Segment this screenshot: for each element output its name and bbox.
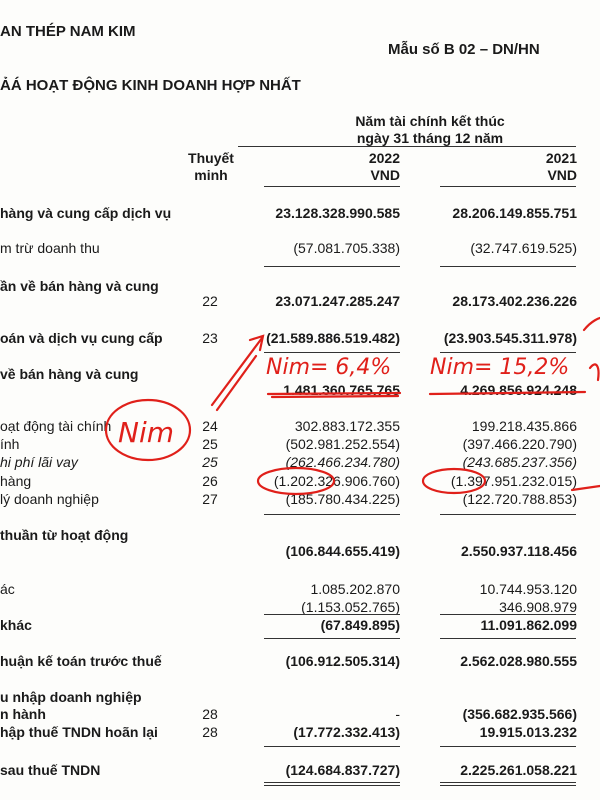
subtotal-rule-2021	[440, 266, 576, 267]
unit-2022-header: VND	[370, 167, 400, 183]
row-value-2021: (32.747.619.525)	[470, 240, 577, 256]
row-label: ính	[0, 436, 20, 452]
nim-circle-shape	[106, 400, 190, 460]
row-note: 24	[202, 418, 218, 434]
row-value-2022: (106.912.505.314)	[285, 653, 400, 669]
nim-circle-label: Nim	[118, 416, 174, 449]
total-rule-2022	[264, 782, 400, 783]
company-name: AN THÉP NAM KIM	[0, 23, 136, 40]
form-number: Mẫu số B 02 – DN/HN	[388, 41, 540, 58]
row-label: oạt động tài chính	[0, 418, 112, 434]
row-value-2021: (397.466.220.790)	[462, 436, 577, 452]
row-value-2022: (262.466.234.780)	[285, 454, 400, 470]
row-value-2022: (185.780.434.225)	[285, 491, 400, 507]
total-rule-2021	[440, 782, 576, 783]
row-label: hàng	[0, 473, 32, 489]
row-value-2022: 1.085.202.870	[310, 581, 400, 597]
total-rule-2022-double	[264, 785, 400, 786]
row-value-2022: 23.071.247.285.247	[275, 293, 400, 309]
header-rule-2021	[440, 186, 576, 187]
row-value-2021: 4.269.856.924.248	[460, 382, 577, 398]
row-value-2021: 28.173.402.236.226	[452, 293, 577, 309]
subtotal-rule-2022	[264, 352, 400, 353]
row-value-2022: 23.128.328.990.585	[275, 205, 400, 221]
row-label: hàng và cung cấp dịch vụ	[0, 205, 172, 221]
row-value-2022: 1.481.360.765.765	[283, 382, 400, 398]
row-note: 26	[202, 473, 218, 489]
row-value-2022: (106.844.655.419)	[285, 543, 400, 559]
subtotal-rule-2022	[264, 614, 400, 615]
report-title: ẢÁ HOẠT ĐỘNG KINH DOANH HỢP NHẤT	[0, 77, 301, 94]
right-edge-scribble-1	[584, 318, 600, 330]
total-rule-2021-double	[440, 785, 576, 786]
subtotal-rule-2021	[440, 514, 576, 515]
row-value-2021: (23.903.545.311.978)	[443, 330, 577, 346]
row-note: 25	[202, 436, 218, 452]
row-value-2021: 2.550.937.118.456	[460, 543, 577, 559]
row-label: n hành	[0, 706, 46, 722]
row-value-2021: 19.915.013.232	[479, 724, 577, 740]
row-value-2022: (502.981.252.554)	[285, 436, 400, 452]
row-note: 28	[202, 724, 218, 740]
row-label: khác	[0, 617, 32, 633]
row-value-2022: 302.883.172.355	[294, 418, 400, 434]
period-header-rule	[238, 146, 576, 147]
year-2022-header: 2022	[368, 150, 400, 166]
row-value-2021: 346.908.979	[499, 599, 577, 615]
note-header-line2: minh	[194, 167, 228, 183]
row-label: huận kế toán trước thuế	[0, 653, 162, 669]
row-note: 23	[202, 330, 218, 346]
row-value-2021: (1.397.951.232.015)	[450, 473, 577, 489]
row-value-2021: (356.682.935.566)	[462, 706, 577, 722]
unit-2021-header: VND	[547, 167, 577, 183]
period-header-line2: ngày 31 tháng 12 năm	[356, 130, 504, 146]
row-value-2022: (67.849.895)	[320, 617, 400, 633]
row-value-2021: (122.720.788.853)	[462, 491, 577, 507]
subtotal-rule-2022	[264, 746, 400, 747]
row-note: 22	[202, 293, 218, 309]
arrow-line	[212, 338, 262, 405]
row-note: 27	[202, 491, 218, 507]
arrow-line-2	[217, 356, 256, 410]
row-value-2021: 11.091.862.099	[480, 617, 577, 633]
row-value-2022: (1.153.052.765)	[301, 599, 400, 615]
row-label: m trừ doanh thu	[0, 240, 100, 256]
row-value-2021: (243.685.237.356)	[462, 454, 577, 470]
row-label: về bán hàng và cung	[0, 366, 139, 382]
subtotal-rule-2022	[264, 638, 400, 639]
subtotal-rule-2022	[264, 266, 400, 267]
row-value-2022: (57.081.705.338)	[293, 240, 400, 256]
period-header-line1: Năm tài chính kết thúc	[355, 113, 505, 129]
row-value-2022: -	[395, 706, 400, 722]
subtotal-rule-2021	[440, 746, 576, 747]
row-value-2022: (1.202.326.906.760)	[273, 473, 400, 489]
row-value-2021: 10.744.953.120	[479, 581, 577, 597]
row-note: 25	[202, 454, 218, 470]
row-note: 28	[202, 706, 218, 722]
year-2021-header: 2021	[545, 150, 577, 166]
header-rule-2022	[264, 186, 400, 187]
row-label: hập thuế TNDN hoãn lại	[0, 724, 158, 740]
nim-2021-note: Nim= 15,2%	[430, 355, 570, 380]
subtotal-rule-2021	[440, 614, 576, 615]
nim-2022-note: Nim= 6,4%	[266, 355, 392, 380]
row-label: u nhập doanh nghiệp	[0, 689, 142, 705]
row-label: thuần từ hoạt động	[0, 527, 129, 543]
row-label: hi phí lãi vay	[0, 454, 78, 470]
row-value-2021: 2.225.261.058.221	[460, 762, 577, 778]
subtotal-rule-2022	[264, 514, 400, 515]
right-edge-scribble-2	[590, 364, 599, 380]
note-header-line1: Thuyết	[188, 150, 234, 166]
row-value-2021: 28.206.149.855.751	[452, 205, 577, 221]
row-label: lý doanh nghiệp	[0, 491, 99, 507]
row-label: ác	[0, 581, 15, 597]
row-value-2022: (124.684.837.727)	[285, 762, 400, 778]
row-label: sau thuế TNDN	[0, 762, 101, 778]
subtotal-rule-2021	[440, 352, 576, 353]
arrow-head	[250, 336, 263, 350]
subtotal-rule-2021	[440, 638, 576, 639]
row-label: oán và dịch vụ cung cấp	[0, 330, 163, 346]
row-value-2022: (21.589.886.519.482)	[266, 330, 400, 346]
row-value-2021: 2.562.028.980.555	[460, 653, 577, 669]
row-value-2022: (17.772.332.413)	[293, 724, 400, 740]
row-value-2021: 199.218.435.866	[471, 418, 577, 434]
row-label: ần về bán hàng và cung	[0, 278, 159, 294]
